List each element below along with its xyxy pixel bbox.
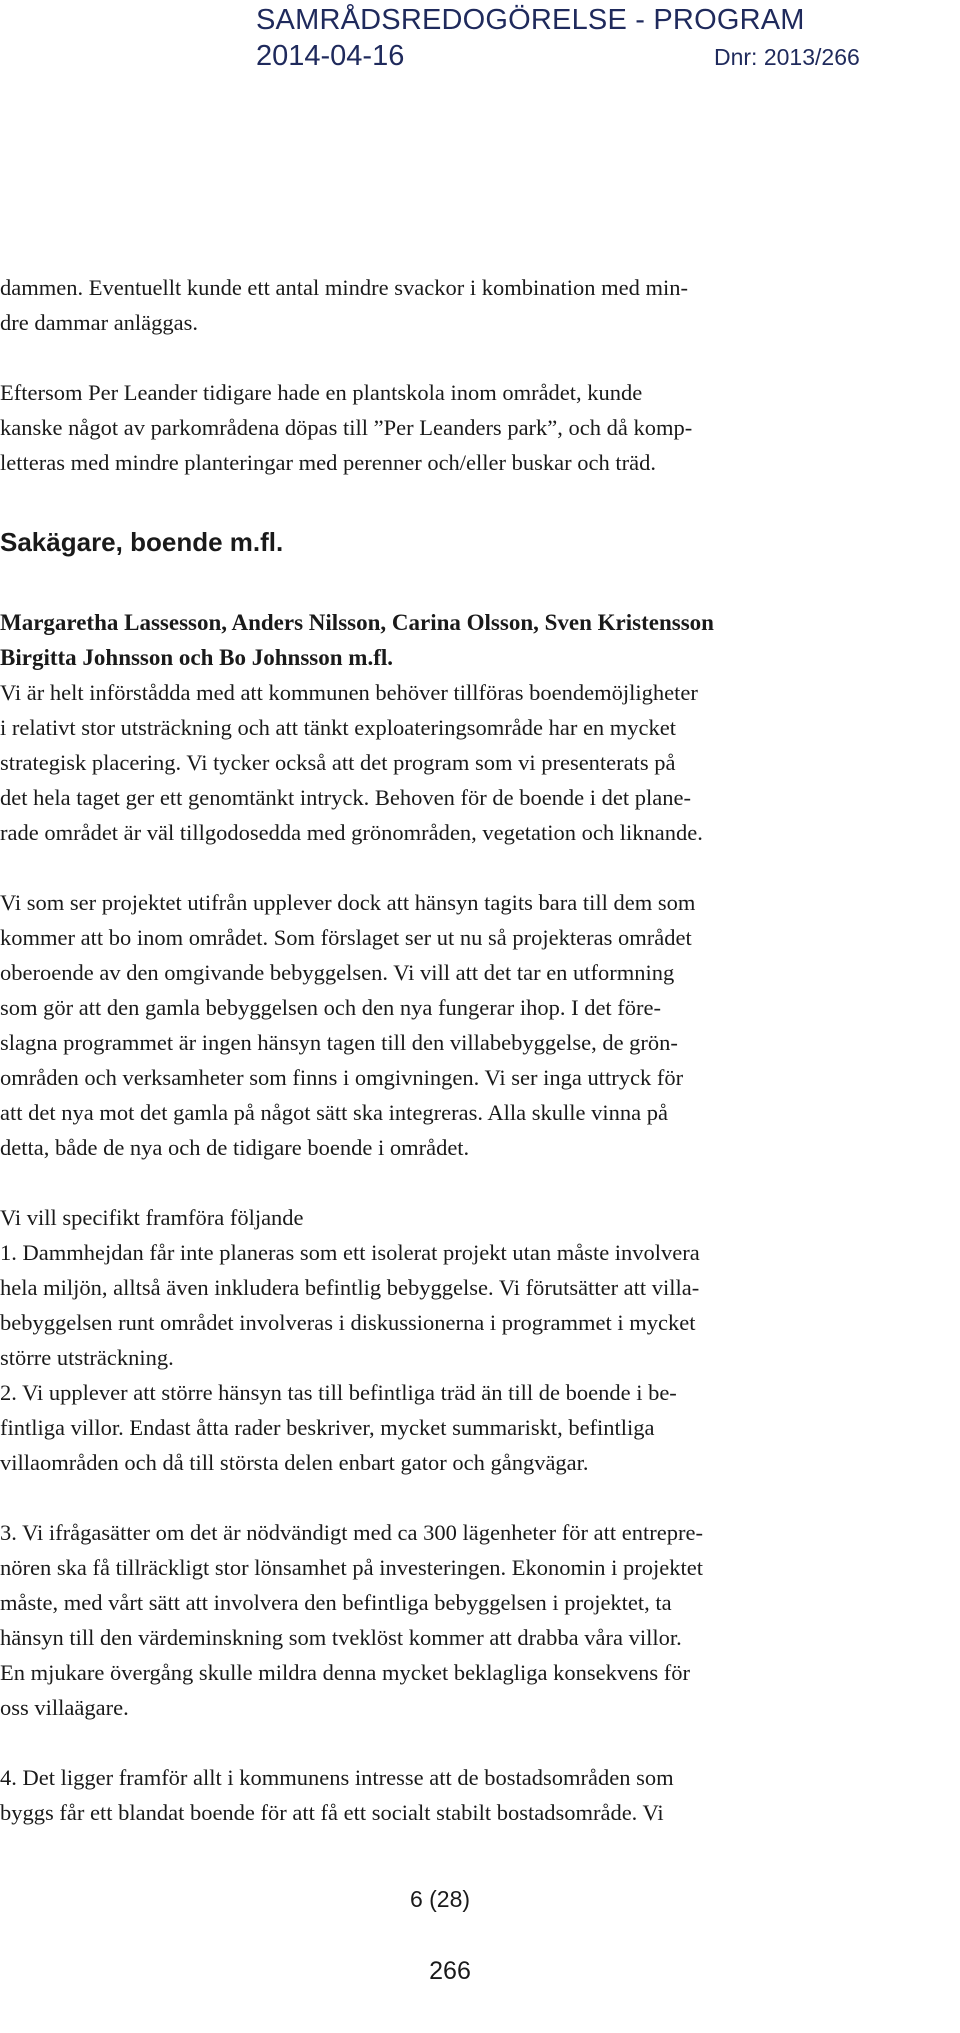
- paragraph: 4. Det ligger framför allt i kommunens intresse att de bostadsområden som byggs får ett blandat boende för att få ett socialt stabilt bostadsområde. Vi: [0, 1765, 674, 1825]
- document-date: 2014-04-16: [256, 40, 405, 72]
- paragraph: Vi vill specifikt framföra följande 1. Dammhejdan får inte planeras som ett isolerat projekt utan måste involvera hela miljön, alltså även inkludera befintlig bebyggelse. Vi förutsätter att villa- bebyggelsen runt området involveras i diskussionerna i programmet i mycket större utsträckning. 2. Vi upplever att större hänsyn tas till befintliga träd än till de boende i be- fintliga villor. Endast åtta rader beskriver, mycket summariskt, befintliga villaområden och då till största delen enbart gator och gångvägar.: [0, 1205, 700, 1475]
- paragraph: Vi som ser projektet utifrån upplever dock att hänsyn tagits bara till dem som kommer att bo inom området. Som förslaget ser ut nu så projekteras området oberoende av den omgivande bebyggelsen. Vi vill att det tar en utformning som gör att den gamla bebyggelsen och den nya fungerar ihop. I det före- slagna programmet är ingen hänsyn tagen till den villabebyggelse, de grön- områden och verksamheter som finns i omgivningen. Vi ser inga uttryck för att det nya mot det gamla på något sätt ska integreras. Alla skulle vinna på detta, både de nya och de tidigare boende i området.: [0, 890, 696, 1160]
- page-number: 266: [429, 1957, 471, 1985]
- document-body: [0, 270, 960, 1830]
- page-indicator: 6 (28): [409, 1886, 471, 1912]
- paragraph: Eftersom Per Leander tidigare hade en plantskola inom området, kunde kanske något av parkområdena döpas till ”Per Leanders park”, och då komp- letteras med mindre planteringar med perenner och/eller buskar och träd.: [0, 380, 693, 475]
- paragraph: 3. Vi ifrågasätter om det är nödvändigt med ca 300 lägenheter för att entrepre- nören ska få tillräckligt stor lönsamhet på investeringen. Ekonomin i projektet måste, med vårt sätt att involvera den befintliga bebyggelsen i projektet, ta hänsyn till den värdeminskning som tveklöst kommer att drabba våra villor. En mjukare övergång skulle mildra denna mycket beklagliga konsekvens för oss villaägare.: [0, 1520, 703, 1720]
- paragraph: dammen. Eventuellt kunde ett antal mindre svackor i kombination med min- dre dammar anläggas.: [0, 275, 688, 335]
- paragraph: Vi är helt införstådda med att kommunen behöver tillföras boendemöjligheter i relativt stor utsträckning och att tänkt exploateringsområde har en mycket strategisk placering. Vi tycker också att det program som vi presenterats på det hela taget ger ett genomtänkt intryck. Behoven för de boende i det plane- rade området är väl tillgodosedda med grönområden, vegetation och liknande.: [0, 680, 703, 845]
- submitter-names: Margaretha Lassesson, Anders Nilsson, Carina Olsson, Sven Kristensson Birgitta Johnsson och Bo Johnsson m.fl.: [0, 610, 714, 670]
- document-header-title: SAMRÅDSREDOGÖRELSE - PROGRAM: [256, 4, 805, 36]
- document-reference-number: Dnr: 2013/266: [714, 44, 860, 70]
- section-heading: Sakägare, boende m.fl.: [0, 527, 284, 557]
